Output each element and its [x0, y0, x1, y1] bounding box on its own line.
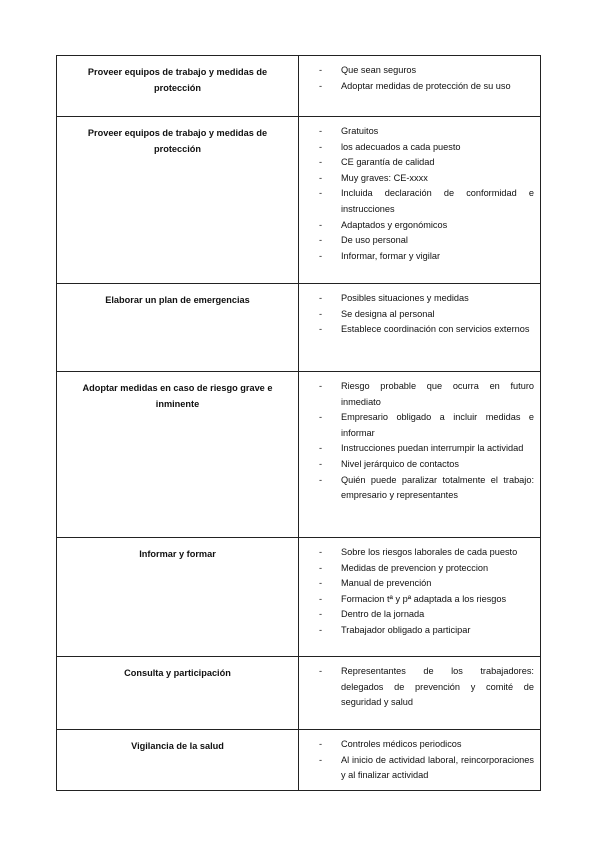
table-row — [57, 730, 541, 791]
table-row — [57, 117, 541, 284]
detail-cell — [299, 657, 541, 730]
detail-list — [319, 291, 534, 338]
list-item: - Muy graves: CE-xxxx — [319, 171, 534, 187]
list-item: - Informar, formar y vigilar — [319, 249, 534, 265]
list-item: - Se designa al personal — [319, 307, 534, 323]
detail-list — [319, 545, 534, 639]
table-row — [57, 538, 541, 657]
detail-list — [319, 379, 534, 504]
detail-list — [319, 63, 534, 94]
topic-cell: Consulta y participación — [57, 657, 299, 730]
detail-list — [319, 124, 534, 264]
list-item: - Medidas de prevencion y proteccion — [319, 561, 534, 577]
list-item: - Nivel jerárquico de contactos — [319, 457, 534, 473]
list-item: - Instrucciones puedan interrumpir la actividad — [319, 441, 534, 457]
table-row — [57, 372, 541, 538]
topic-cell: Informar y formar — [57, 538, 299, 657]
topic-cell: Proveer equipos de trabajo y medidas de protección — [57, 117, 299, 284]
list-item: - Al inicio de actividad laboral, reincorporaciones y al finalizar actividad — [319, 753, 534, 784]
list-item: - Incluida declaración de conformidad e instrucciones — [319, 186, 534, 217]
list-item: - Riesgo probable que ocurra en futuro inmediato — [319, 379, 534, 410]
topic-cell: Elaborar un plan de emergencias — [57, 284, 299, 372]
list-item: - Trabajador obligado a participar — [319, 623, 534, 639]
detail-list — [319, 664, 534, 711]
detail-cell — [299, 538, 541, 657]
list-item: - Formacion tª y pª adaptada a los riesgos — [319, 592, 534, 608]
list-item: - Adaptados y ergonómicos — [319, 218, 534, 234]
list-item: - Controles médicos periodicos — [319, 737, 534, 753]
topic-cell: Proveer equipos de trabajo y medidas de protección — [57, 56, 299, 117]
list-item: - Manual de prevención — [319, 576, 534, 592]
list-item: - Representantes de los trabajadores: delegados de prevención y comité de seguridad y salud — [319, 664, 534, 711]
list-item: - Dentro de la jornada — [319, 607, 534, 623]
detail-cell — [299, 284, 541, 372]
list-item: - De uso personal — [319, 233, 534, 249]
detail-cell — [299, 372, 541, 538]
detail-list — [319, 737, 534, 784]
table-row — [57, 657, 541, 730]
list-item: - Establece coordinación con servicios externos — [319, 322, 534, 338]
list-item: - Sobre los riesgos laborales de cada puesto — [319, 545, 534, 561]
list-item: - Quién puede paralizar totalmente el trabajo: empresario y representantes — [319, 473, 534, 504]
list-item: - Posibles situaciones y medidas — [319, 291, 534, 307]
topic-cell: Adoptar medidas en caso de riesgo grave e inminente — [57, 372, 299, 538]
detail-cell — [299, 730, 541, 791]
detail-cell — [299, 117, 541, 284]
detail-cell — [299, 56, 541, 117]
list-item: - CE garantía de calidad — [319, 155, 534, 171]
list-item: - Adoptar medidas de protección de su uso — [319, 79, 534, 95]
list-item: - Gratuitos — [319, 124, 534, 140]
list-item: - Que sean seguros — [319, 63, 534, 79]
list-item: - Empresario obligado a incluir medidas e informar — [319, 410, 534, 441]
list-item: - los adecuados a cada puesto — [319, 140, 534, 156]
obligations-table — [56, 55, 541, 791]
table-row — [57, 284, 541, 372]
topic-cell: Vigilancia de la salud — [57, 730, 299, 791]
table-row — [57, 56, 541, 117]
